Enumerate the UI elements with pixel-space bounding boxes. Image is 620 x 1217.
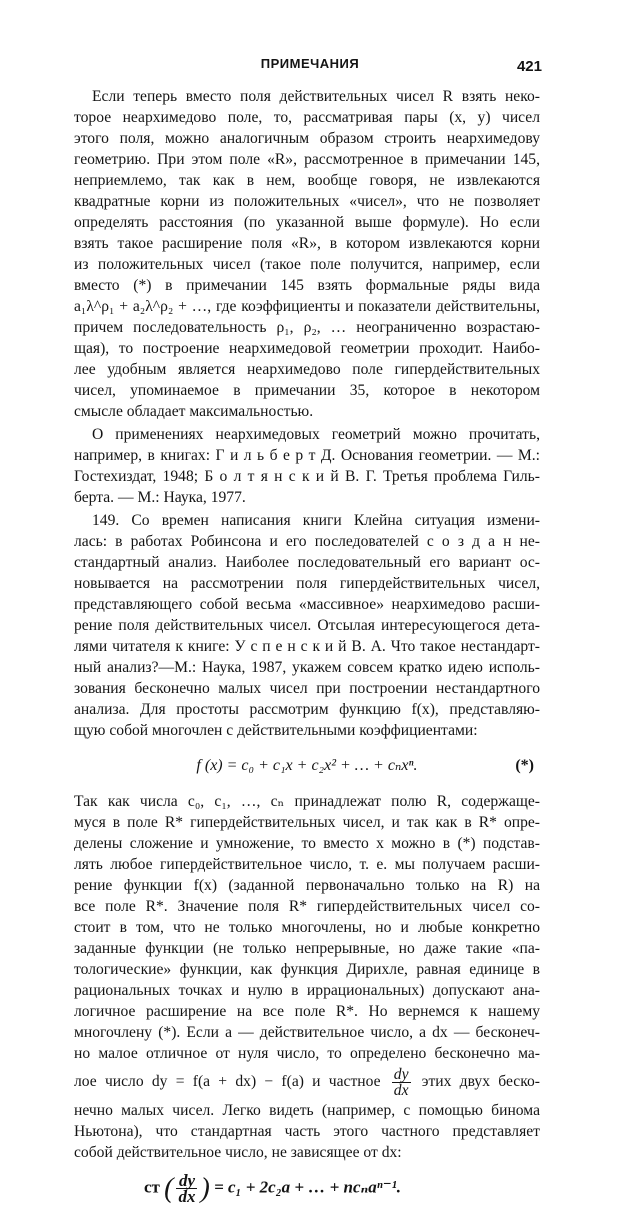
text-line: определять расстояния (по указанной выше формуле). Но если (74, 214, 540, 231)
text-line: зования бесконечно малых чисел при построении нестандартного (74, 680, 540, 697)
standard-part-expression: ст ( $\frac{dy}{dx}$ ) = c₁ + 2c₂a + … + ncₙaⁿ⁻¹. (144, 1171, 402, 1206)
fraction-line-before: лое число dy = f(a + dx) − f(a) и частное (74, 1073, 381, 1090)
text-line: причем последовательность ρ₁, ρ₂, … неограниченно возрастаю- (74, 319, 540, 336)
text-line: О применениях неархимедовых геометрий можно прочитать, (92, 426, 540, 443)
text-line: ный анализ?—М.: Наука, 1987, укажем совсем кратко идею исполь- (74, 659, 540, 676)
paragraph-3 (74, 510, 540, 741)
text-line: лями читателя к книге: У с п е н с к и й В. А. Что такое нестандарт- (74, 638, 540, 655)
final-fraction (176, 1173, 197, 1204)
fraction-line-after: этих двух беско- (421, 1073, 540, 1090)
paragraph-4 (74, 791, 540, 1100)
text-line: чисел, упоминаемое в примечании 35, которое в некотором (74, 382, 540, 399)
dy-dx-fraction (392, 1067, 411, 1098)
polynomial-formula (74, 749, 540, 783)
text-line: Если теперь вместо поля действительных чисел R взять неко- (92, 88, 540, 105)
final-fraction-numerator: dy (176, 1173, 197, 1189)
text-line: щая), то построение неархимедовой геометрии проходит. Наибо- (74, 340, 540, 357)
page-header (0, 56, 620, 78)
text-line: этого поля, можно аналогичным образом строить неархимедову (74, 130, 540, 147)
standard-part-formula (74, 1163, 540, 1217)
text-line: анализа. Для простоты рассмотрим функцию f(x), представляю- (74, 701, 540, 718)
final-formula-rhs: = c₁ + 2c₂a + … + ncₙaⁿ⁻¹. (214, 1177, 402, 1197)
text-line: 149. Со времен написания книги Клейна ситуация измени- (92, 512, 540, 529)
text-line: тологические» функции, как функция Дирихле, равная единице в (74, 961, 540, 978)
text-line: лять любое гипердействительное число, т. е. мы получаем расши- (74, 856, 540, 873)
text-line: неприемлемо, так как в нем, вообще говоря, не извлекаются (74, 172, 540, 189)
text-line: квадратные корни из положительных «чисел», что не позволяет (74, 193, 540, 210)
paragraph-2 (74, 424, 540, 508)
text-line: берта. — М.: Наука, 1977. (74, 489, 246, 506)
text-line: Ньютона), что стандартная часть этого частного представляет (74, 1123, 540, 1140)
text-line: стоит в том, что не только многочлены, но и любые конкретно (74, 919, 540, 936)
text-line: собой действительное число, не зависящее от dx: (74, 1144, 402, 1161)
text-line: лее удобным является неархимедово поле гипердействительных (74, 361, 540, 378)
text-line: муся в поле R* гипердействительных чисел, и так как в R* опре- (74, 814, 540, 831)
standard-part-prefix: ст (144, 1177, 160, 1197)
text-line: взять такое расширение поля «R», в котором извлекаются корни (74, 235, 540, 252)
text-line: геометрию. При этом поле «R», рассмотренное в примечании 145, (74, 151, 540, 168)
text-line: но малое отличное от нуля число, то определено бесконечно ма- (74, 1045, 540, 1062)
text-line: например, в книгах: Г и л ь б е р т Д. Основания геометрии. — М.: (74, 447, 540, 464)
text-line: рение поля действительных чисел. Отсылая интересующегося дета- (74, 617, 540, 634)
text-line: новывается на рассмотрении поля гипердействительных чисел, (74, 575, 540, 592)
fraction-numerator: dy (393, 1065, 409, 1083)
fraction-denominator: dx (393, 1081, 409, 1099)
text-line: a₁λ^ρ₁ + a₂λ^ρ₂ + …, где коэффициенты и показатели действительны, (74, 298, 540, 315)
text-line: нечно малых чисел. Легко видеть (например, с помощью бинома (74, 1102, 540, 1119)
text-line: щую собой многочлен с действительными коэффициентами: (74, 722, 478, 739)
text-line: заданные функции (не только непрерывные, но даже такие «па- (74, 940, 540, 957)
paragraph-1 (74, 86, 540, 422)
body-text (74, 86, 540, 1217)
text-line: стандартный анализ. Наиболее последовательный его вариант ос- (74, 554, 540, 571)
page-number: 421 (516, 58, 542, 75)
polynomial-expression: f (x) = c₀ + c₁x + c₂x² + … + cₙxⁿ. (196, 757, 418, 774)
text-line: логичное расширение на все поле R*. Но вернемся к нашему (74, 1003, 540, 1020)
text-line: лась: в работах Робинсона и его последователей с о з д а н не- (74, 533, 540, 550)
text-line: смысле обладает максимальностью. (74, 403, 314, 420)
text-line: все поле R*. Значение поля R* гипердействительных чисел со- (74, 898, 540, 915)
paragraph-5 (74, 1100, 540, 1163)
text-line: рение функции f(x) (заданной первоначально только на R) на (74, 877, 540, 894)
text-line: представляющего собой весьма «массивное» неархимедово расши- (74, 596, 540, 613)
formula-tag: (*) (515, 757, 534, 774)
text-line: Гостехиздат, 1948; Б о л т я н с к и й В. Г. Третья проблема Гиль- (74, 468, 540, 485)
text-line: делены сложение и умножение, то вместо x можно в (*) подстав- (74, 835, 540, 852)
running-title: ПРИМЕЧАНИЯ (260, 56, 360, 71)
text-line: рациональных точках и нулю в иррациональных) допускают ана- (74, 982, 540, 999)
text-line: Так как числа c₀, c₁, …, cₙ принадлежат полю R, содержаще- (74, 793, 540, 810)
text-line: вместо (*) в примечании 145 взять формальные ряды вида (74, 277, 540, 294)
text-line: торое неархимедово поле, то, рассматривая пары (x, y) чисел (74, 109, 540, 126)
fraction-text-line (74, 1064, 540, 1100)
final-fraction-denominator: dx (178, 1187, 196, 1206)
text-line: многочлену (*). Если a — действительное число, а dx — бесконеч- (74, 1024, 540, 1041)
text-line: из положительных чисел (такое поле получится, например, если (74, 256, 540, 273)
